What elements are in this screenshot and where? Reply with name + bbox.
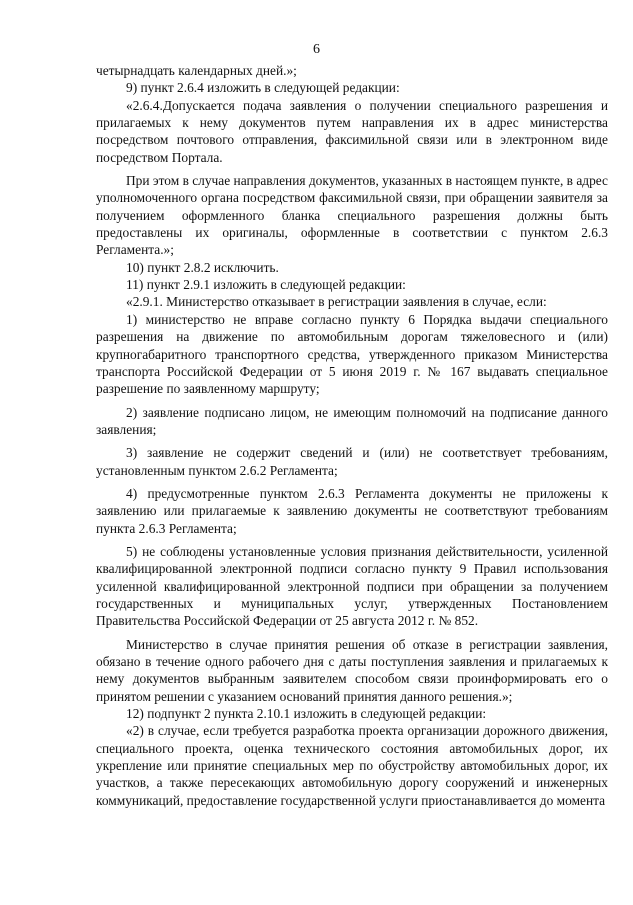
paragraph: 12) подпункт 2 пункта 2.10.1 изложить в следующей редакции: — [126, 706, 487, 722]
paragraph: 3) заявление не содержит сведений и (или) не соответствует требованиям, установленным пунктом 2.6.2 Регламента; — [96, 445, 608, 478]
paragraph: 10) пункт 2.8.2 исключить. — [126, 259, 279, 275]
paragraph: 2) заявление подписано лицом, не имеющим полномочий на подписание данного заявления; — [96, 404, 608, 437]
paragraph: 11) пункт 2.9.1 изложить в следующей редакции: — [126, 277, 406, 293]
paragraph: «2.6.4.Допускается подача заявления о получении специального разрешения и прилагаемых к нему документов путем направления их в адрес министерства посредством почтового отправления, факсимильной связи или в электронном виде посредством Портала. — [96, 97, 608, 165]
document-body — [96, 62, 608, 809]
paragraph: четырнадцать календарных дней.»; — [96, 63, 297, 78]
paragraph: Министерство в случае принятия решения об отказе в регистрации заявления, обязано в течение одного рабочего дня с даты поступления заявления и прилагаемых к нему документов выбранным заявителем способом связи проинформировать его о принятом решении с указанием оснований принятия данного решения.»; — [96, 636, 608, 704]
paragraph: «2) в случае, если требуется разработка проекта организации дорожного движения, специального проекта, оценка технического состояния автомобильных дорог, их укрепление или принятие специальных мер по обустройству автомобильных дорог, их участков, а также пересекающих автомобильную дорогу сооружений и инженерных коммуникаций, предоставление государственной услуги приостанавливается до момента — [96, 723, 608, 808]
paragraph: 1) министерство не вправе согласно пункту 6 Порядка выдачи специального разрешения на движение по автомобильным дорогам тяжеловесного и (или) крупногабаритного транспортного средства, утвержденного приказом Министерства транспорта Российской Федерации от 5 июня 2019 г. № 167 выдавать специальное разрешение по заявленному маршруту; — [96, 311, 608, 397]
paragraph: 4) предусмотренные пунктом 2.6.3 Регламента документы не приложены к заявлению или прилагаемые к заявлению документы не соответствуют требованиям пункта 2.6.3 Регламента; — [96, 485, 608, 536]
paragraph: «2.9.1. Министерство отказывает в регистрации заявления в случае, если: — [126, 294, 547, 310]
paragraph: 5) не соблюдены установленные условия признания действительности, усиленной квалифицированной электронной подписи согласно пункту 9 Правил использования усиленной квалифицированной электронной подписи при обращении за получением государственных и муниципальных услуг, утвержденных Постановлением Правительства Российской Федерации от 25 августа 2012 г. № 852. — [96, 543, 608, 629]
paragraph: 9) пункт 2.6.4 изложить в следующей редакции: — [126, 80, 400, 96]
page-number: 6 — [313, 42, 320, 57]
paragraph: При этом в случае направления документов, указанных в настоящем пункте, в адрес уполномоченного органа посредством факсимильной связи, при обращении заявителя за получением оформленного бланка специального разрешения должны быть предоставлены их оригиналы, оформленные в соответствии с пунктом 2.6.3 Регламента.»; — [96, 173, 608, 258]
